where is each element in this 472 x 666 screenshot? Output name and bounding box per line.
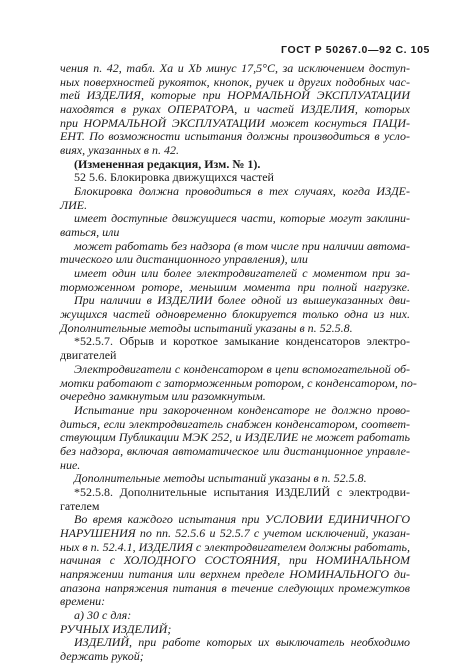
text-line: без надзора, включая автоматическое или дистанционное управле- [60,444,410,458]
section-heading: *52.5.8. Дополнительные испытания ИЗДЕЛИЙ с электродви- [74,485,410,499]
text-line: Электродвигатели с конденсатором в цепи вспомогательной об- [74,362,410,376]
text-line: напряжении питания или верхнем пределе НОМИНАЛЬНОГО ди- [60,567,410,581]
text-line: может работать без надзора (в том числе при наличии автома- [74,239,410,253]
amendment-note: (Измененная редакция, Изм. № 1). [74,157,261,171]
text-line: диться, если электродвигатель снабжен конденсатором, соответ- [60,417,410,431]
text-line: тей ИЗДЕЛИЯ, которые при НОРМАЛЬНОЙ ЭКСПЛУАТАЦИИ [60,88,410,102]
text-line: ваться, или [60,225,120,239]
text-line: Блокировка должна проводиться в тех случаях, когда ИЗДЕ- [74,184,410,198]
text-line: при НОРМАЛЬНОЙ ЭКСПЛУАТАЦИИ может коснуться ПАЦИ- [60,116,410,130]
text-line: РУЧНЫХ ИЗДЕЛИЙ; [60,622,172,636]
text-line: апазона напряжения питания в течение следующих промежутков [60,581,410,595]
text-line: Дополнительные методы испытаний указаны в п. 52.5.8. [74,471,367,485]
text-line: держать рукой; [60,649,144,663]
text-line: торможенном роторе, меньшим момента при полной нагрузке. [60,280,410,294]
text-line: времени: [60,594,106,608]
text-line: тического или дистанционного управления), или [60,252,308,266]
text-line: ЛИЕ. [60,198,88,212]
text-line: чения п. 42, табл. Xa и Xb минус 17,5°C, за исключением доступ- [60,61,410,75]
section-heading-cont: двигателей [60,348,117,362]
text-line: находятся в руках ОПЕРАТОРА, и частей ИЗДЕЛИЯ, которых [60,102,410,116]
text-line: Дополнительные методы испытаний указаны в п. 52.5.8. [60,321,353,335]
text-line: ЕНТ. По возможности испытания должны производиться в усло- [60,129,410,143]
text-line: начиная с ХОЛОДНОГО СОСТОЯНИЯ, при НОМИНАЛЬНОМ [60,553,410,567]
text-line: ных в п. 52.4.1, ИЗДЕЛИЯ с электродвигателем должны работать, [60,540,410,554]
text-line: имеет один или более электродвигателей с моментом при за- [74,266,410,280]
running-head: ГОСТ Р 50267.0—92 С. 105 [281,44,430,56]
text-line: а) 30 с для: [74,608,132,622]
text-line: имеет доступные движущиеся части, которые могут заклини- [74,211,410,225]
section-heading-cont: гателем [60,499,100,513]
section-heading: 52 5.6. Блокировка движущихся частей [74,170,274,184]
text-line: ние. [60,458,81,472]
text-line: Испытание при закороченном конденсаторе не должно прово- [74,403,410,417]
text-line: жущихся частей одновременно блокируется только одна из них. [60,307,410,321]
text-line: ных поверхностей рукояток, кнопок, ручек и других подобных час- [60,75,410,89]
text-line: Во время каждого испытания при УСЛОВИИ ЕДИНИЧНОГО [74,512,410,526]
text-line: ствующим Публикации МЭК 252, и ИЗДЕЛИЕ не может работать [60,430,410,444]
section-heading: *52.5.7. Обрыв и короткое замыкание конденсаторов электро- [74,334,410,348]
text-line: При наличии в ИЗДЕЛИИ более одной из вышеуказанных дви- [74,293,410,307]
text-line: виях, указанных в п. 42. [60,143,180,157]
text-line: очередно замкнутым или разомкнутым. [60,389,266,403]
text-line: ИЗДЕЛИЙ, при работе которых их выключатель необходимо [74,635,410,649]
text-line: НАРУШЕНИЯ по пп. 52.5.6 и 52.5.7 с учетом исключений, указан- [60,526,410,540]
text-line: мотки работают с заторможенным ротором, с конденсатором, по- [60,376,417,390]
